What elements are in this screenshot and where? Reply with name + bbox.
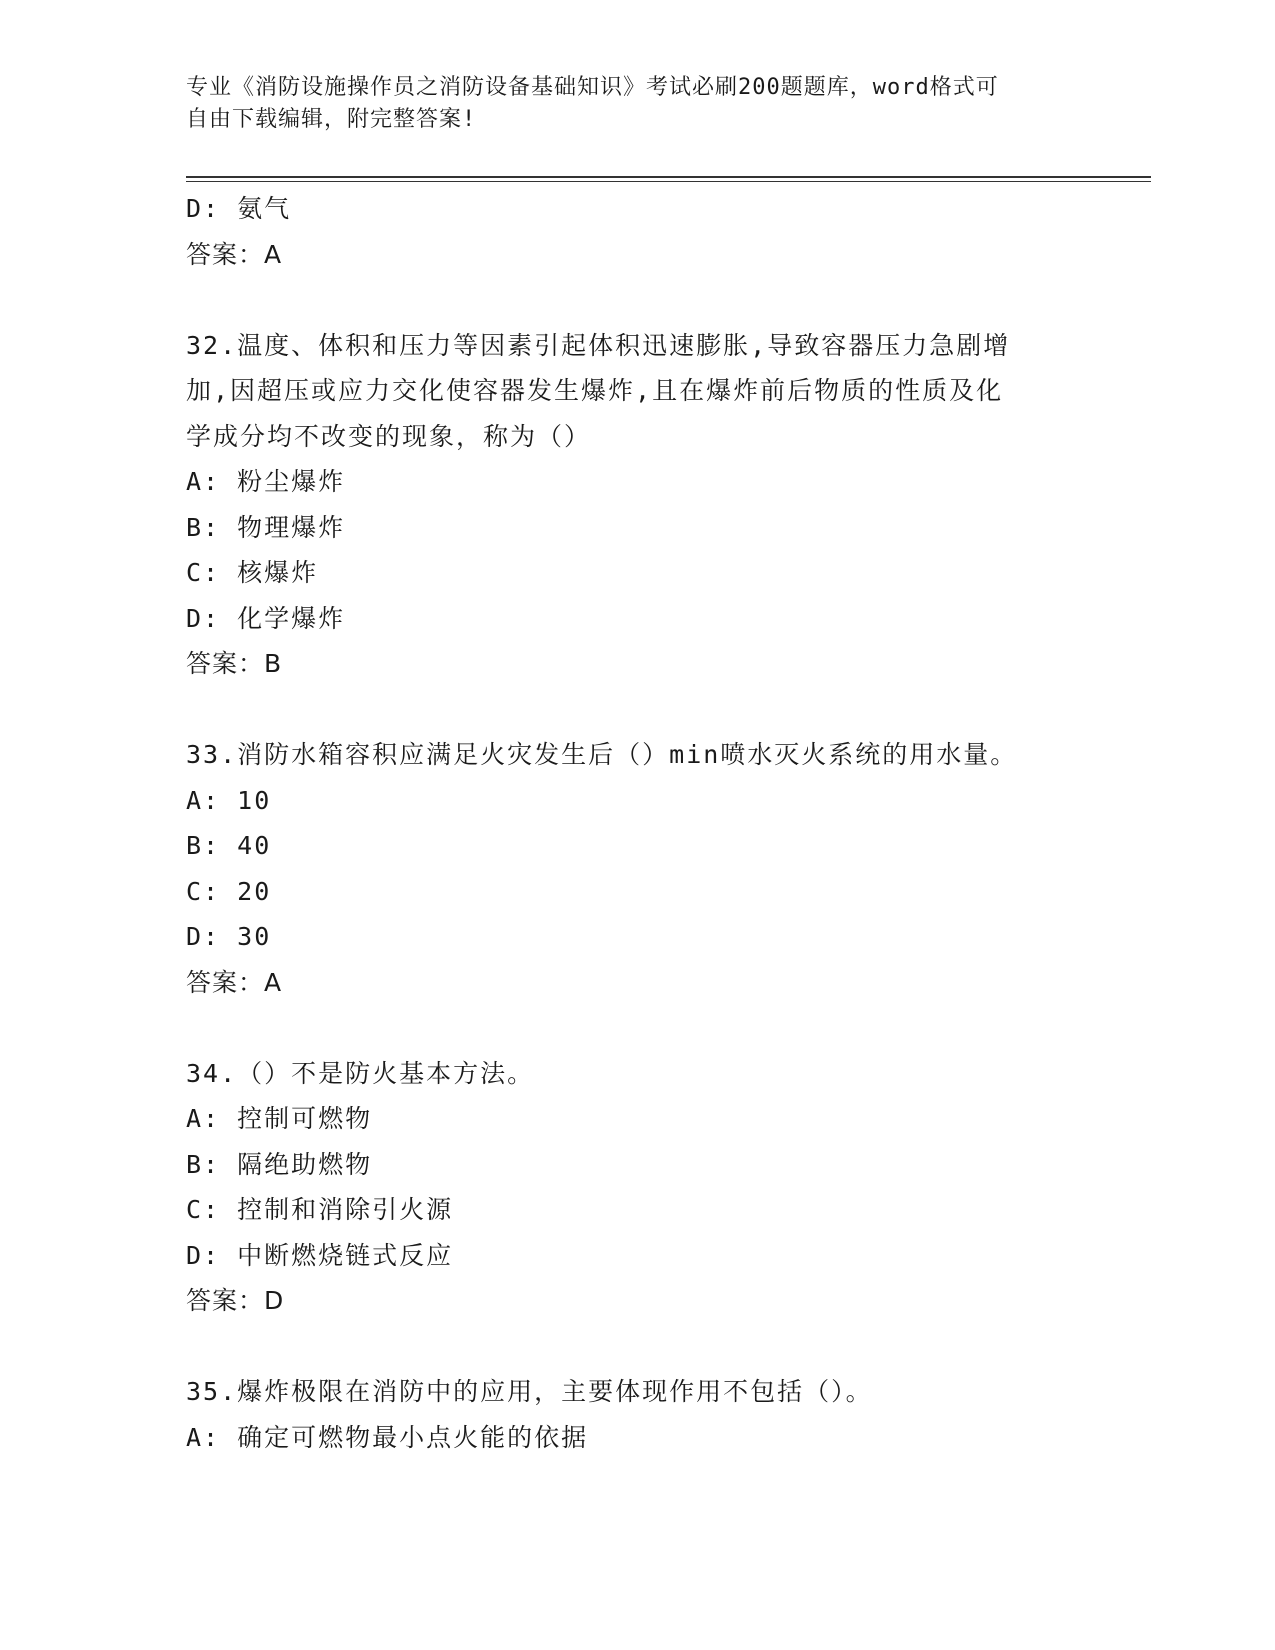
question-text-line: 33.消防水箱容积应满足火灾发生后（）min喷水灭火系统的用水量。 (186, 740, 1018, 769)
question-text-line: 34.（）不是防火基本方法。 (186, 1058, 535, 1088)
option-b: B: 隔绝助燃物 (186, 1149, 373, 1179)
question-text-line: 学成分均不改变的现象，称为（） (186, 421, 592, 451)
header-divider-thick (186, 176, 1151, 178)
question-32 (186, 323, 1086, 687)
spacer (186, 687, 1086, 733)
answer-line: 答案：A (186, 239, 283, 269)
answer-line: 答案：B (186, 649, 283, 678)
spacer (186, 1324, 1086, 1370)
question-34 (186, 1051, 1086, 1324)
question-text-line: 32.温度、体积和压力等因素引起体积迅速膨胀,导致容器压力急剧增 (186, 330, 1011, 360)
option-c: C: 核爆炸 (186, 558, 319, 587)
spacer (186, 277, 1086, 323)
question-text-line: 加,因超压或应力交化使容器发生爆炸,且在爆炸前后物质的性质及化 (186, 376, 1004, 405)
header-divider-thin (186, 181, 1151, 182)
option-d: D: 氨气 (186, 194, 292, 223)
option-d: D: 30 (186, 922, 272, 951)
header-line-1: 专业《消防设施操作员之消防设备基础知识》考试必刷200题题库，word格式可 (186, 75, 999, 100)
option-d: D: 化学爆炸 (186, 603, 346, 633)
option-d: D: 中断燃烧链式反应 (186, 1240, 454, 1270)
page-header (186, 72, 1086, 136)
option-c: C: 20 (186, 876, 272, 906)
answer-line: 答案：D (186, 1286, 285, 1315)
option-b: B: 物理爆炸 (186, 512, 346, 542)
header-line-2: 自由下载编辑，附完整答案! (186, 107, 477, 132)
option-a: A: 确定可燃物最小点火能的依据 (186, 1422, 589, 1452)
question-text-line: 35.爆炸极限在消防中的应用，主要体现作用不包括（）。 (186, 1377, 873, 1406)
question-33 (186, 732, 1086, 1005)
option-a: A: 粉尘爆炸 (186, 467, 346, 496)
previous-question-tail (186, 186, 1086, 277)
answer-line: 答案：A (186, 967, 283, 997)
option-b: B: 40 (186, 831, 272, 860)
question-list (186, 186, 1086, 1460)
option-a: A: 10 (186, 785, 272, 815)
question-35 (186, 1369, 1086, 1460)
spacer (186, 1005, 1086, 1051)
option-a: A: 控制可燃物 (186, 1104, 373, 1133)
option-c: C: 控制和消除引火源 (186, 1195, 454, 1224)
